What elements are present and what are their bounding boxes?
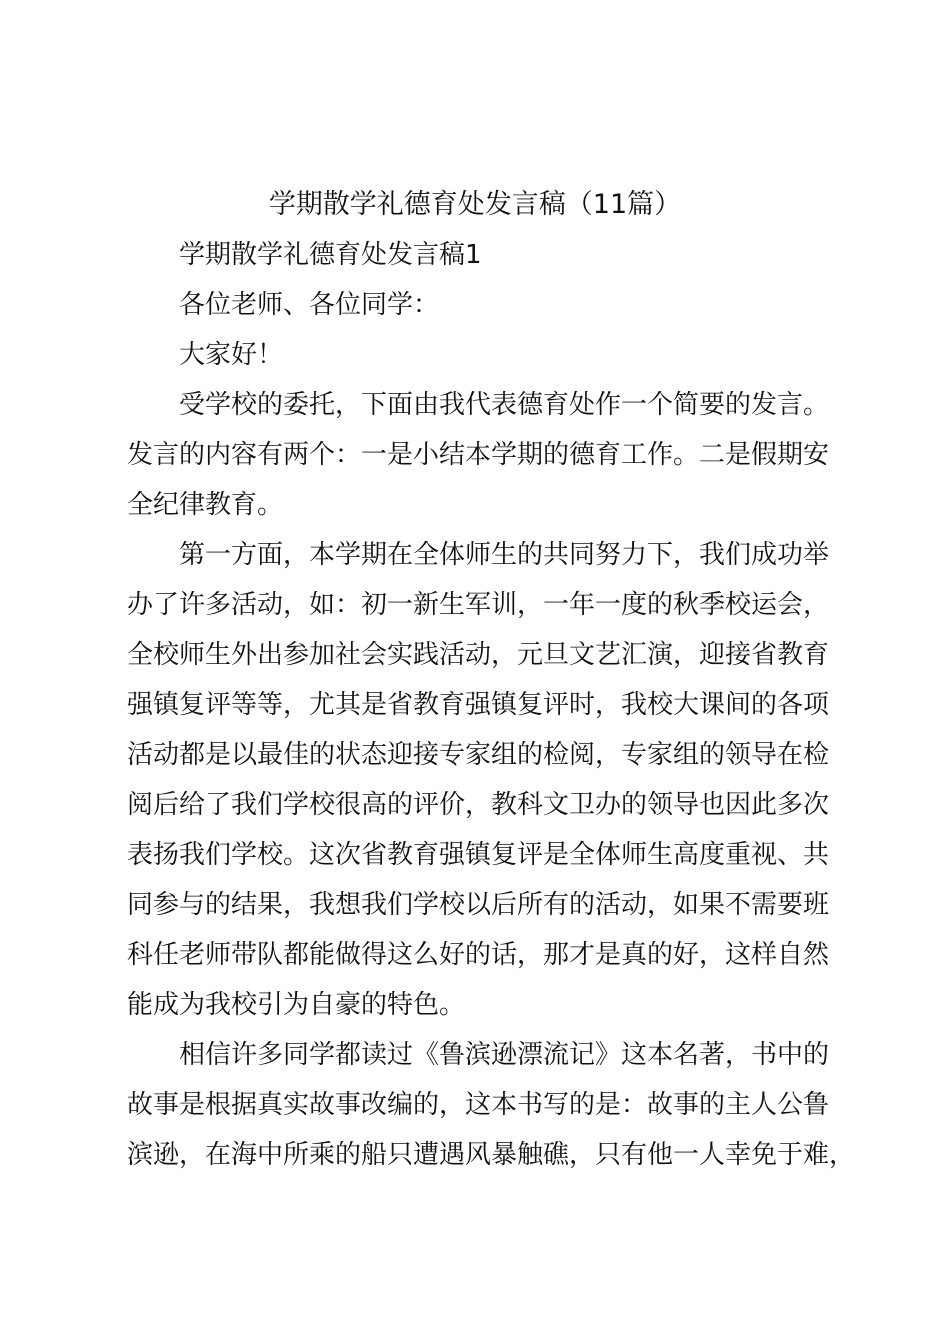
text-line: 同参与的结果，我想我们学校以后所有的活动，如果不需要班	[127, 890, 830, 920]
text-line: 受学校的委托，下面由我代表德育处作一个简要的发言。	[179, 390, 830, 420]
text-line: 能成为我校引为自豪的特色。	[127, 990, 466, 1020]
greeting: 大家好！	[179, 340, 284, 370]
text-line: 全校师生外出参加社会实践活动，元旦文艺汇演，迎接省教育	[127, 640, 830, 670]
text-line: 办了许多活动，如：初一新生军训，一年一度的秋季校运会，	[127, 590, 830, 620]
text-line: 强镇复评等等，尤其是省教育强镇复评时，我校大课间的各项	[127, 690, 830, 720]
text-line: 相信许多同学都读过《鲁滨逊漂流记》这本名著，书中的	[179, 1040, 830, 1070]
text-line: 活动都是以最佳的状态迎接专家组的检阅，专家组的领导在检	[127, 740, 830, 770]
paragraph-robinson	[127, 1030, 856, 1180]
text-line: 故事是根据真实故事改编的，这本书写的是：故事的主人公鲁	[127, 1090, 830, 1120]
text-line: 滨逊，在海中所乘的船只遭遇风暴触礁，只有他一人幸免于难，	[127, 1140, 856, 1170]
text-line: 阅后给了我们学校很高的评价，教科文卫办的领导也因此多次	[127, 790, 830, 820]
document-body	[127, 230, 856, 1180]
paragraph-first-aspect	[127, 530, 847, 1030]
text-line: 第一方面，本学期在全体师生的共同努力下，我们成功举	[179, 540, 830, 570]
salutation: 各位老师、各位同学：	[179, 290, 440, 320]
text-line: 科任老师带队都能做得这么好的话，那才是真的好，这样自然	[127, 940, 830, 970]
paragraph-intro	[127, 380, 847, 530]
text-line: 全纪律教育。	[127, 490, 284, 520]
section-heading: 学期散学礼德育处发言稿1	[179, 240, 482, 270]
text-line: 表扬我们学校。这次省教育强镇复评是全体师生高度重视、共	[127, 840, 830, 870]
text-line: 发言的内容有两个：一是小结本学期的德育工作。二是假期安	[127, 440, 830, 470]
document-title: 学期散学礼德育处发言稿（11篇）	[268, 189, 682, 220]
